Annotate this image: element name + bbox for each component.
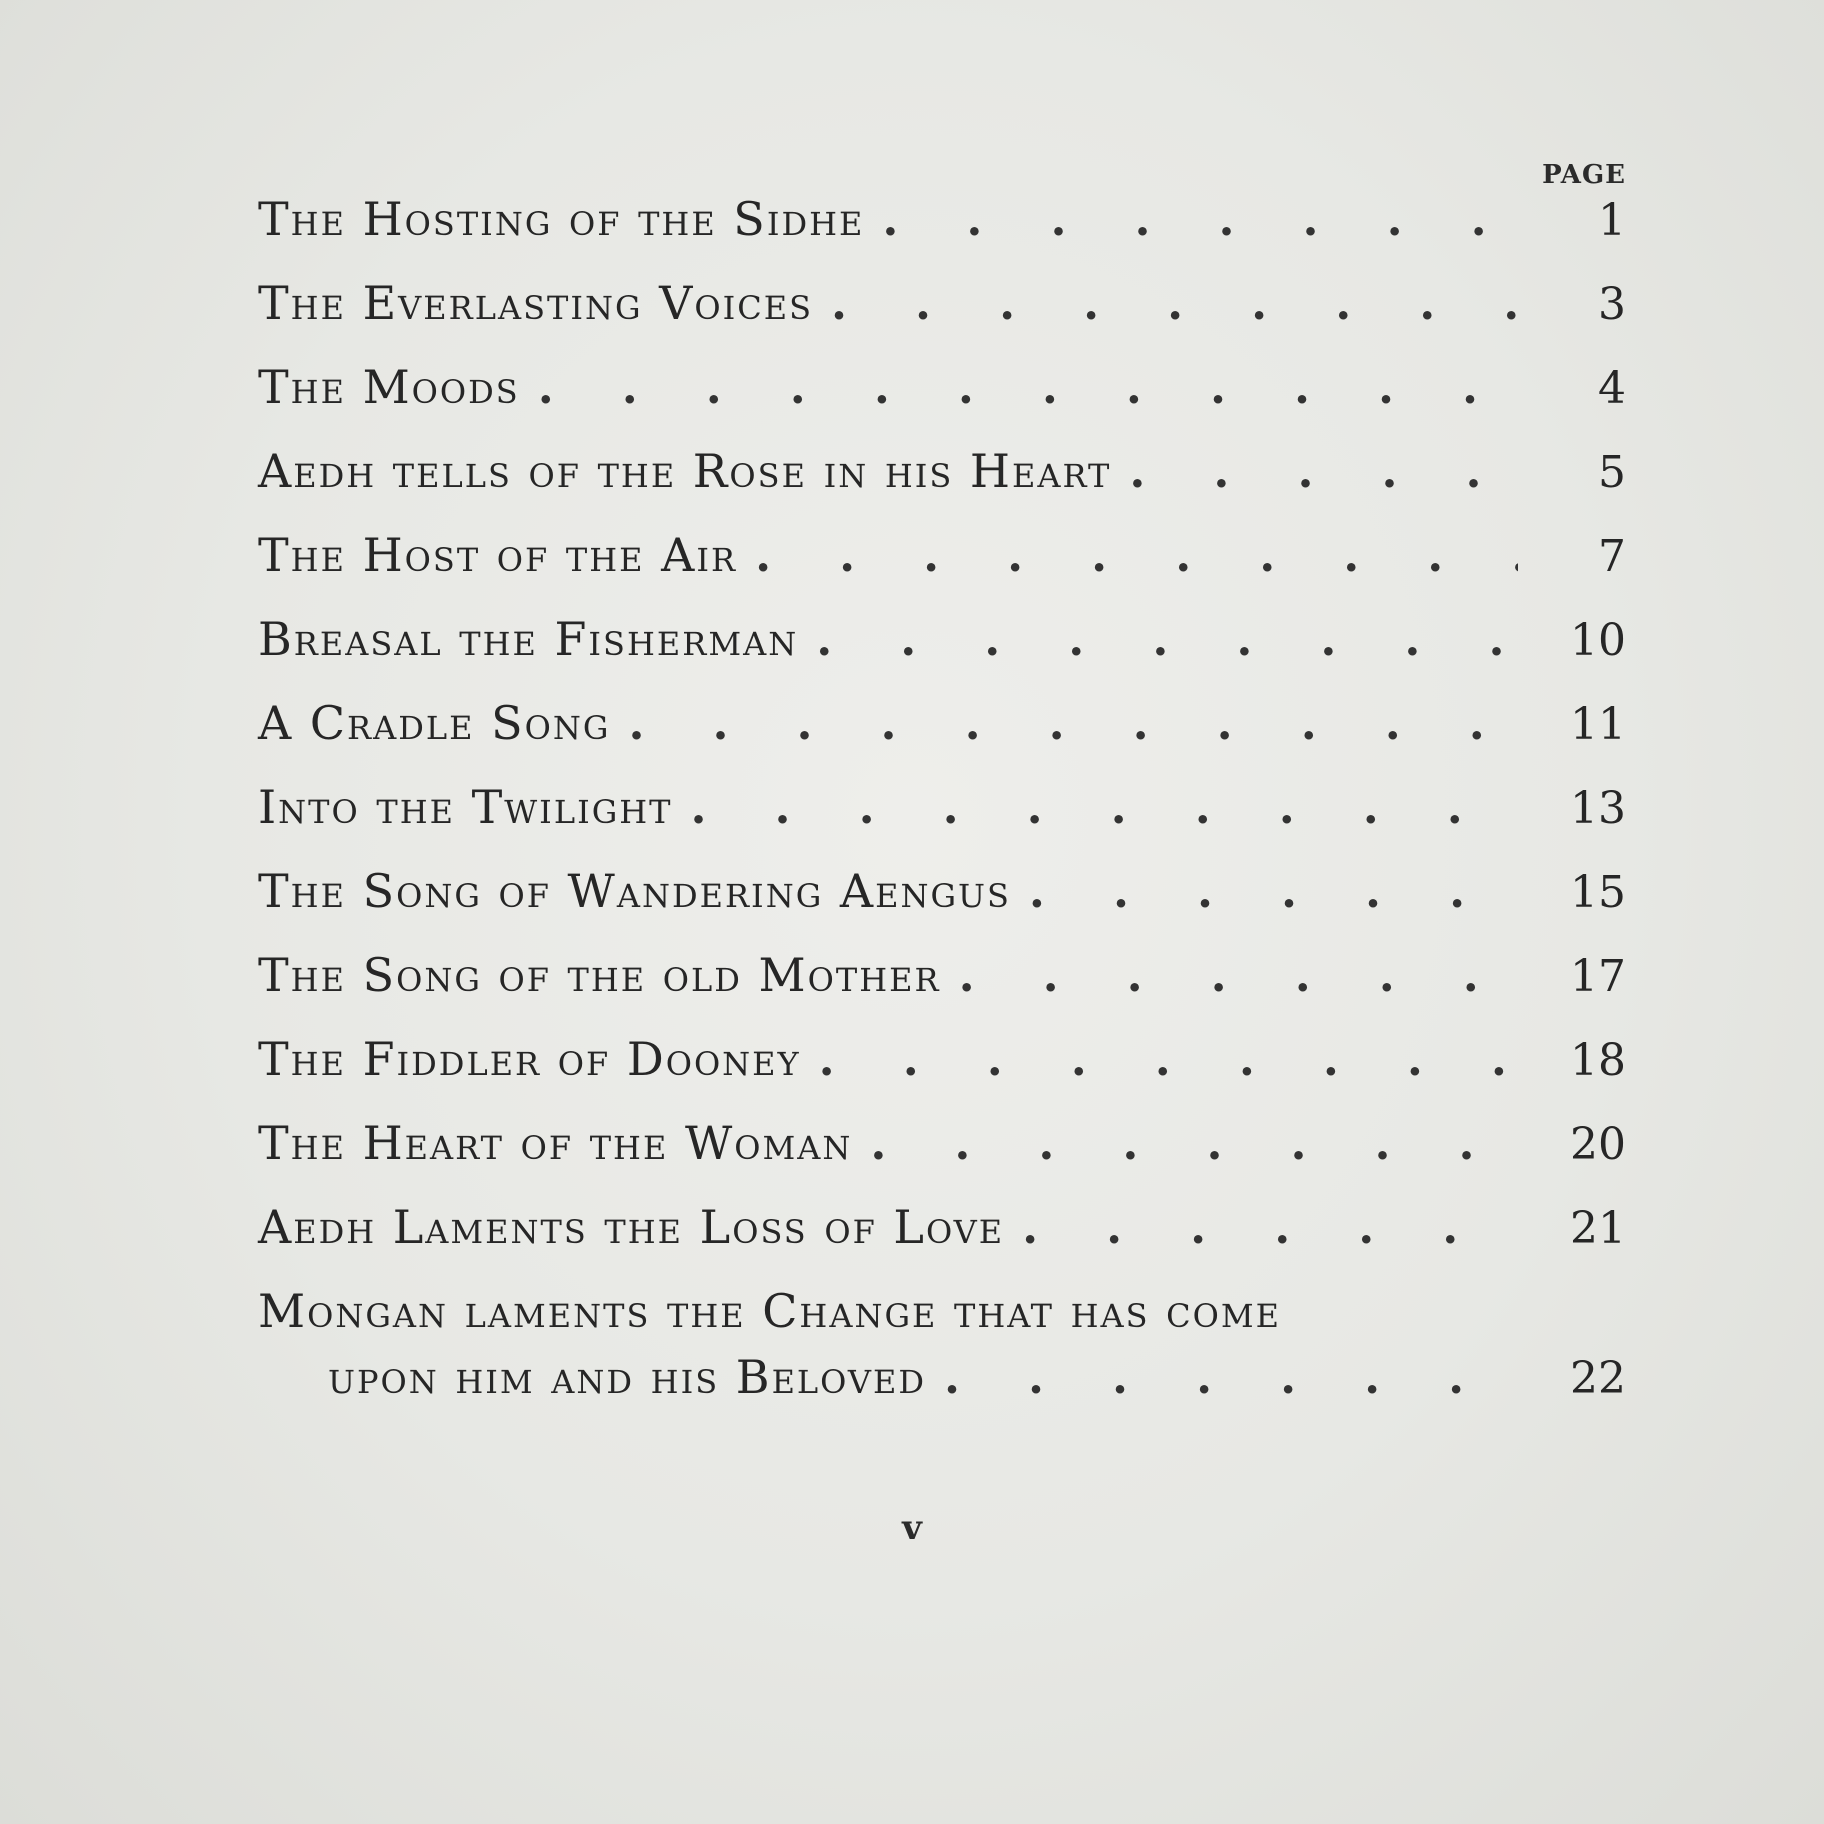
entry-title: The Moods <box>258 360 520 414</box>
dot-leader <box>870 1116 1518 1170</box>
dot-leader <box>944 1350 1518 1404</box>
toc-entry <box>258 864 1626 948</box>
dot-leader <box>538 360 1518 414</box>
entry-title: Aedh tells of the Rose in his Heart <box>258 444 1112 498</box>
entry-title: The Heart of the Woman <box>258 1116 853 1170</box>
page-column-heading: PAGE <box>1542 160 1626 190</box>
entry-page-number: 20 <box>1570 1119 1626 1170</box>
entry-title: The Host of the Air <box>258 528 738 582</box>
entry-title: The Fiddler of Dooney <box>258 1032 801 1086</box>
entry-page-number: 7 <box>1598 531 1626 582</box>
dot-leader <box>691 780 1518 834</box>
toc-entry <box>258 192 1626 276</box>
entry-title: Aedh Laments the Loss of Love <box>258 1200 1005 1254</box>
toc-entry <box>258 1032 1626 1116</box>
entry-page-number: 11 <box>1570 699 1626 750</box>
entry-title: The Song of Wandering Aengus <box>258 864 1011 918</box>
dot-leader <box>882 192 1518 246</box>
toc-entry <box>258 276 1626 360</box>
dot-leader <box>1022 1200 1518 1254</box>
toc-entry <box>258 444 1626 528</box>
entry-page-number: 13 <box>1570 783 1626 834</box>
entry-page-number: 10 <box>1570 615 1626 666</box>
toc-entry <box>258 948 1626 1032</box>
dot-leader <box>628 696 1518 750</box>
toc-entry <box>258 1116 1626 1200</box>
toc-entry <box>258 528 1626 612</box>
toc-entry <box>258 1200 1626 1284</box>
entry-page-number: 21 <box>1570 1203 1626 1254</box>
entry-title: The Everlasting Voices <box>258 276 814 330</box>
entry-page-number: 1 <box>1598 195 1626 246</box>
entry-title: A Cradle Song <box>258 696 611 750</box>
dot-leader <box>959 948 1518 1002</box>
folio-number: v <box>902 1508 922 1548</box>
entry-title: Breasal the Fisherman <box>258 612 799 666</box>
dot-leader <box>831 276 1518 330</box>
toc-entry-line-2 <box>258 1350 1626 1434</box>
entry-page-number: 3 <box>1598 279 1626 330</box>
entry-page-number: 17 <box>1570 951 1626 1002</box>
dot-leader <box>755 528 1518 582</box>
toc-entry <box>258 360 1626 444</box>
dot-leader <box>1029 864 1518 918</box>
toc-entry <box>258 696 1626 780</box>
entry-title: Into the Twilight <box>258 780 673 834</box>
dot-leader <box>1129 444 1518 498</box>
dot-leader <box>819 1032 1518 1086</box>
entry-title: Mongan laments the Change that has come <box>258 1284 1281 1338</box>
dot-leader <box>816 612 1518 666</box>
table-of-contents <box>258 192 1626 1434</box>
entry-title: The Hosting of the Sidhe <box>258 192 865 246</box>
toc-entry <box>258 780 1626 864</box>
entry-title: The Song of the old Mother <box>258 948 941 1002</box>
toc-entry-line-1 <box>258 1284 1626 1350</box>
entry-page-number: 5 <box>1598 447 1626 498</box>
entry-page-number: 15 <box>1570 867 1626 918</box>
entry-title-continuation: upon him and his Beloved <box>328 1350 926 1404</box>
toc-entry <box>258 612 1626 696</box>
entry-page-number: 18 <box>1570 1035 1626 1086</box>
entry-page-number: 22 <box>1570 1353 1626 1404</box>
entry-page-number: 4 <box>1598 363 1626 414</box>
